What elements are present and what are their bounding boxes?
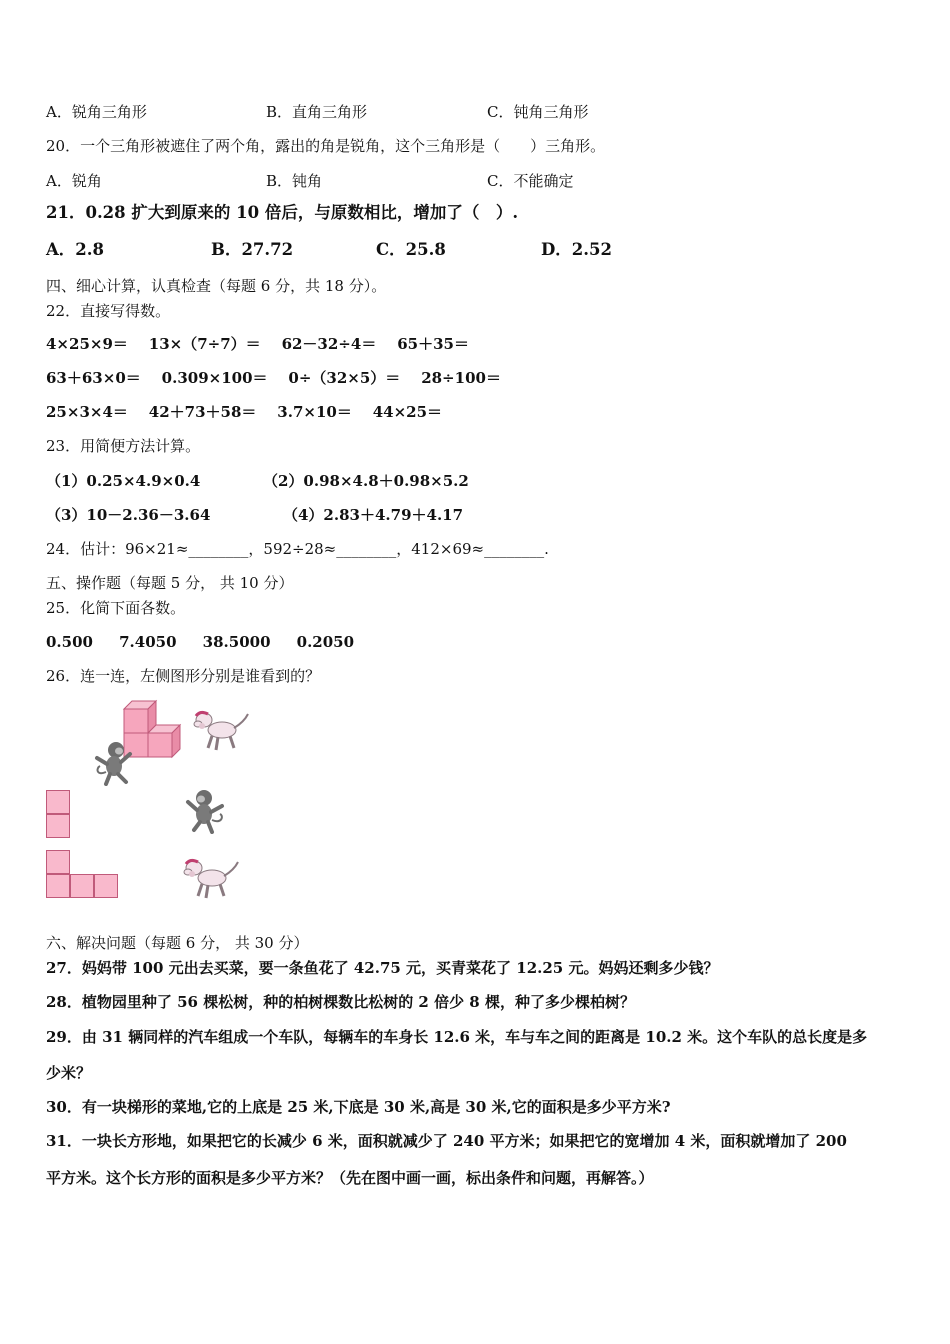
q25-number: 0.2050 — [296, 633, 355, 651]
q29-line-1: 29．由 31 辆同样的汽车组成一个车队，每辆车的车身长 12.6 米，车与车之间的距离是 10.2 米。这个车队的总长度是多 — [46, 1028, 868, 1046]
q22-item: 62－32÷4＝ — [281, 335, 377, 353]
q22-item: 3.7×10＝ — [277, 403, 352, 421]
q22-item: 0.309×100＝ — [161, 369, 268, 387]
q20-stem: 20．一个三角形被遮住了两个角，露出的角是锐角，这个三角形是（ ）三角形。 — [46, 137, 606, 155]
q19-option-a: A．锐角三角形 — [46, 103, 147, 121]
q22-item: 25×3×4＝ — [46, 403, 128, 421]
q22-item: 13×（7÷7）＝ — [148, 335, 261, 353]
dog-icon — [190, 708, 250, 758]
q21-option-c: C．25.8 — [376, 240, 446, 259]
q22-item: 4×25×9＝ — [46, 335, 128, 353]
q24-text: 24．估计：96×21≈________，592÷28≈________，412×69≈________. — [46, 540, 549, 558]
monkey-icon — [182, 788, 228, 838]
q19-option-c: C．钝角三角形 — [487, 103, 589, 121]
q21-option-a: A．2.8 — [46, 240, 105, 259]
q22-item: 28÷100＝ — [421, 369, 501, 387]
q25-number: 7.4050 — [119, 633, 177, 651]
q22-stem: 22．直接写得数。 — [46, 302, 171, 320]
q25-numbers — [46, 632, 354, 652]
q19-option-b: B．直角三角形 — [266, 103, 368, 121]
section-4-title: 四、细心计算，认真检查（每题 6 分，共 18 分）。 — [46, 277, 387, 295]
view-shape-2 — [46, 850, 120, 900]
section-6-title: 六、解决问题（每题 6 分， 共 30 分） — [46, 934, 309, 952]
q25-number: 38.5000 — [202, 633, 271, 651]
q20-option-b: B．钝角 — [266, 172, 323, 190]
q23-stem: 23．用简便方法计算。 — [46, 437, 201, 455]
q22-row-3 — [46, 402, 442, 422]
q25-number: 0.500 — [46, 633, 93, 651]
q27-text: 27．妈妈带 100 元出去买菜，要一条鱼花了 42.75 元，买青菜花了 12.25 元。妈妈还剩多少钱？ — [46, 959, 719, 977]
q29-line-2: 少米？ — [46, 1064, 92, 1082]
q22-item: 42＋73＋58＝ — [148, 403, 257, 421]
section-5-title: 五、操作题（每题 5 分， 共 10 分） — [46, 574, 294, 592]
q21-stem: 21．0.28 扩大到原来的 10 倍后，与原数相比，增加了（ ）. — [46, 203, 519, 222]
q22-item: 0÷（32×5）＝ — [288, 369, 401, 387]
q22-row-2 — [46, 368, 501, 388]
q20-option-c: C．不能确定 — [487, 172, 574, 190]
q31-line-2: 平方米。这个长方形的面积是多少平方米？（先在图中画一画，标出条件和问题，再解答。） — [46, 1169, 654, 1187]
q22-item: 44×25＝ — [372, 403, 443, 421]
q20-option-a: A．锐角 — [46, 172, 102, 190]
q25-stem: 25．化简下面各数。 — [46, 599, 186, 617]
q21-option-d: D．2.52 — [541, 240, 612, 259]
q22-row-1 — [46, 334, 469, 354]
q26-stem: 26．连一连，左侧图形分别是谁看到的？ — [46, 667, 321, 685]
q22-item: 65＋35＝ — [397, 335, 469, 353]
monkey-icon — [92, 740, 138, 790]
q23-item-1: （1）0.25×4.9×0.4 — [46, 472, 201, 490]
q23-item-3: （3）10－2.36－3.64 — [46, 506, 211, 524]
q31-line-1: 31．一块长方形地，如果把它的长减少 6 米，面积就减少了 240 平方米；如果把它的宽增加 4 米，面积就增加了 200 — [46, 1132, 847, 1150]
q23-item-4: （4）2.83＋4.79＋4.17 — [283, 506, 464, 524]
dog-icon — [180, 856, 240, 906]
q21-option-b: B．27.72 — [211, 240, 294, 259]
view-shape-1 — [46, 790, 72, 840]
q23-item-2: （2）0.98×4.8＋0.98×5.2 — [263, 472, 469, 490]
q28-text: 28．植物园里种了 56 棵松树，种的柏树棵数比松树的 2 倍少 8 棵，种了多少棵柏树？ — [46, 993, 635, 1011]
q30-text: 30．有一块梯形的菜地,它的上底是 25 米,下底是 30 米,高是 30 米,它的面积是多少平方米? — [46, 1098, 671, 1116]
q22-item: 63＋63×0＝ — [46, 369, 141, 387]
